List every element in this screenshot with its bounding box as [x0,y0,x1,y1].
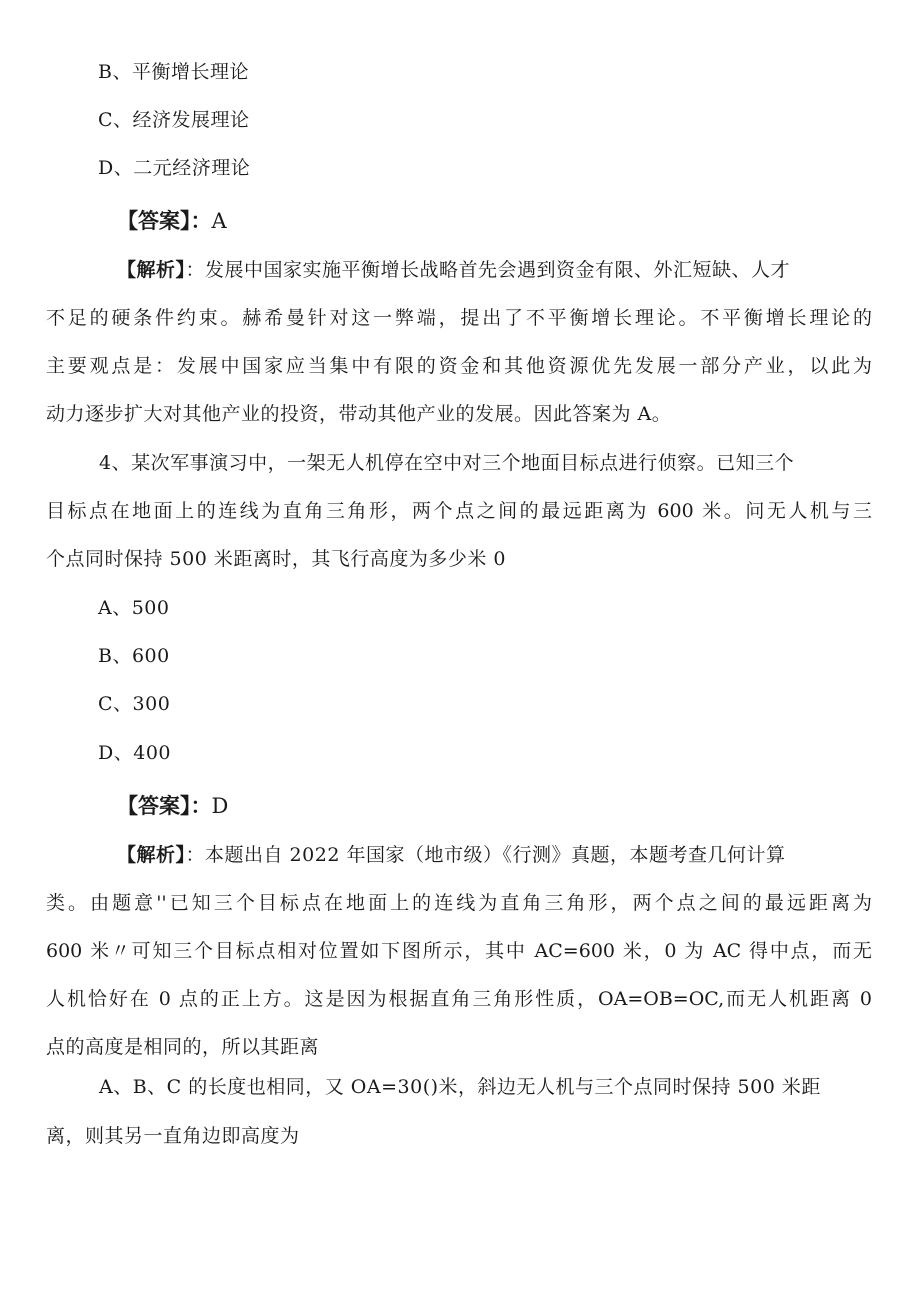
analysis-1-line-1 [117,258,920,282]
answer-sep: ： [190,794,212,818]
option-c: C、300 [98,693,171,715]
analysis-text: ：本题出自 2022 年国家（地市级）《行测》真题，本题考查几何计算 [185,844,786,866]
analysis-1-line-3: 主要观点是：发展中国家应当集中有限的资金和其他资源优先发展一部分产业，以此为 [46,355,872,377]
option-b: B、600 [98,645,170,667]
answer-label: 【答案】 [117,209,191,233]
option-d-prev: D、二元经济理论 [98,157,251,179]
answer-value: D [211,794,229,818]
analysis-1-line-4: 动力逐步扩大对其他产业的投资，带动其他产业的发展。因此答案为 A。 [46,403,672,425]
analysis-2-line-2: 类。由题意''已知三个目标点在地面上的连线为直角三角形，两个点之间的最远距离为 [46,892,872,914]
option-d: D、400 [98,742,171,764]
tail-line-2: 离，则其另一直角边即高度为 [46,1125,300,1147]
analysis-2-line-4: 人机恰好在 0 点的正上方。这是因为根据直角三角形性质，OA=OB=OC,而无人机距离 0 [46,988,872,1010]
question-4-line-1: 4、某次军事演习中，一架无人机停在空中对三个地面目标点进行侦察。已知三个 [99,452,795,474]
answer-1 [117,207,227,235]
analysis-2-line-3: 600 米〃可知三个目标点相对位置如下图所示，其中 AC=600 米，0 为 AC 得中点，而无 [46,940,872,962]
question-4-line-2: 目标点在地面上的连线为直角三角形，两个点之间的最远距离为 600 米。问无人机与三 [46,500,872,522]
analysis-2-line-5: 点的高度是相同的，所以其距离 [46,1036,320,1058]
option-a: A、500 [98,597,170,619]
answer-2 [117,792,228,820]
question-4-line-3: 个点同时保持 500 米距离时，其飞行高度为多少米 0 [46,548,506,570]
answer-label: 【答案】 [117,794,191,818]
tail-line-1: A、B、C 的长度也相同，又 OA=30()米，斜边无人机与三个点同时保持 500 米距 [99,1076,821,1098]
option-b-prev: B、平衡增长理论 [98,61,249,83]
analysis-1-line-2: 不足的硬条件约束。赫希曼针对这一弊端，提出了不平衡增长理论。不平衡增长理论的 [46,307,872,329]
analysis-tag: 【解析】 [117,844,186,866]
answer-sep: ： [190,209,212,233]
option-c-prev: C、经济发展理论 [98,109,250,131]
analysis-2-line-1 [117,843,920,867]
analysis-tag: 【解析】 [117,259,186,281]
analysis-text: ：发展中国家实施平衡增长战略首先会遇到资金有限、外汇短缺、人才 [185,259,791,281]
answer-value: A [211,209,227,233]
